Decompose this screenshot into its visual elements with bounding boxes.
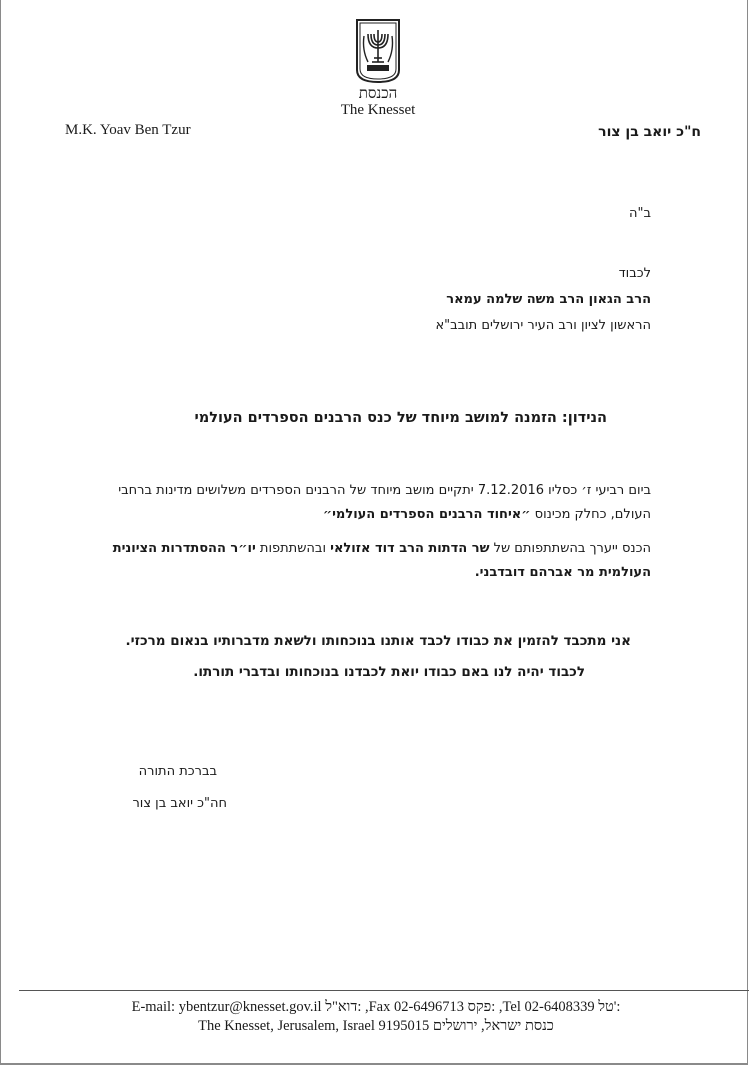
signature: חה"כ יואב בן צור [132,796,227,811]
paragraph-participants [91,537,651,585]
paragraph-participants-text: הכנס ייערך בהשתתפותם של [489,541,651,556]
invitation-line-2: לכבוד יהיה לנו באם כבודו יואת לכבדנו בנוכחותו ובדברי תורתו. [193,664,585,680]
footer-contact: E-mail: ybentzur@knesset.gov.il דוא"ל: ,Fax 02-6496713 פקס: ,Tel 02-6408339 טל': [131,999,621,1015]
knesset-label-english: The Knesset [340,102,416,118]
footer-address: The Knesset, Jerusalem, Israel 9195015 כנסת ישראל, ירושלים [198,1018,554,1034]
to-line: לכבוד [618,266,651,281]
subject-line: הנידון: הזמנה למושב מיוחד של כנס הרבנים הספרדים העולמי [194,410,607,426]
participant-minister: שר הדתות הרב דוד אזולאי [330,541,490,556]
knesset-label-hebrew: הכנסת [358,86,398,102]
bh-mark: ב"ה [629,206,651,221]
footer-divider [19,990,749,991]
recipient-name: הרב הגאון הרב משה שלמה עמאר [446,292,651,307]
participant-chairman: יו״ר ההסתדרות הציונית העולמית מר אברהם דובדבני. [112,541,651,580]
paragraph-event [91,479,651,527]
mk-name-english: M.K. Yoav Ben Tzur [65,122,191,138]
paragraph-event-text: ביום רביעי ז׳ כסליו 7.12.2016 יתקיים מושב מיוחד של הרבנים הספרדים משלושים מדינות ברחבי העולם, כחלק מכינוס [118,483,651,522]
paragraph-participants-joiner: ובהשתתפות [255,541,331,556]
knesset-emblem-icon [355,18,401,84]
mk-name-hebrew: ח"כ יואב בן צור [598,124,701,140]
recipient-title: הראשון לציון ורב העיר ירושלים תובב"א [435,318,651,333]
invitation-line-1: אני מתכבד להזמין את כבודו לכבד אותנו בנוכחותו ולשאת מדברותיו בנאום מרכזי. [125,633,631,649]
closing-blessing: בברכת התורה [138,764,217,779]
paragraph-event-org: ״איחוד הרבנים הספרדים העולמי״ [322,507,531,522]
